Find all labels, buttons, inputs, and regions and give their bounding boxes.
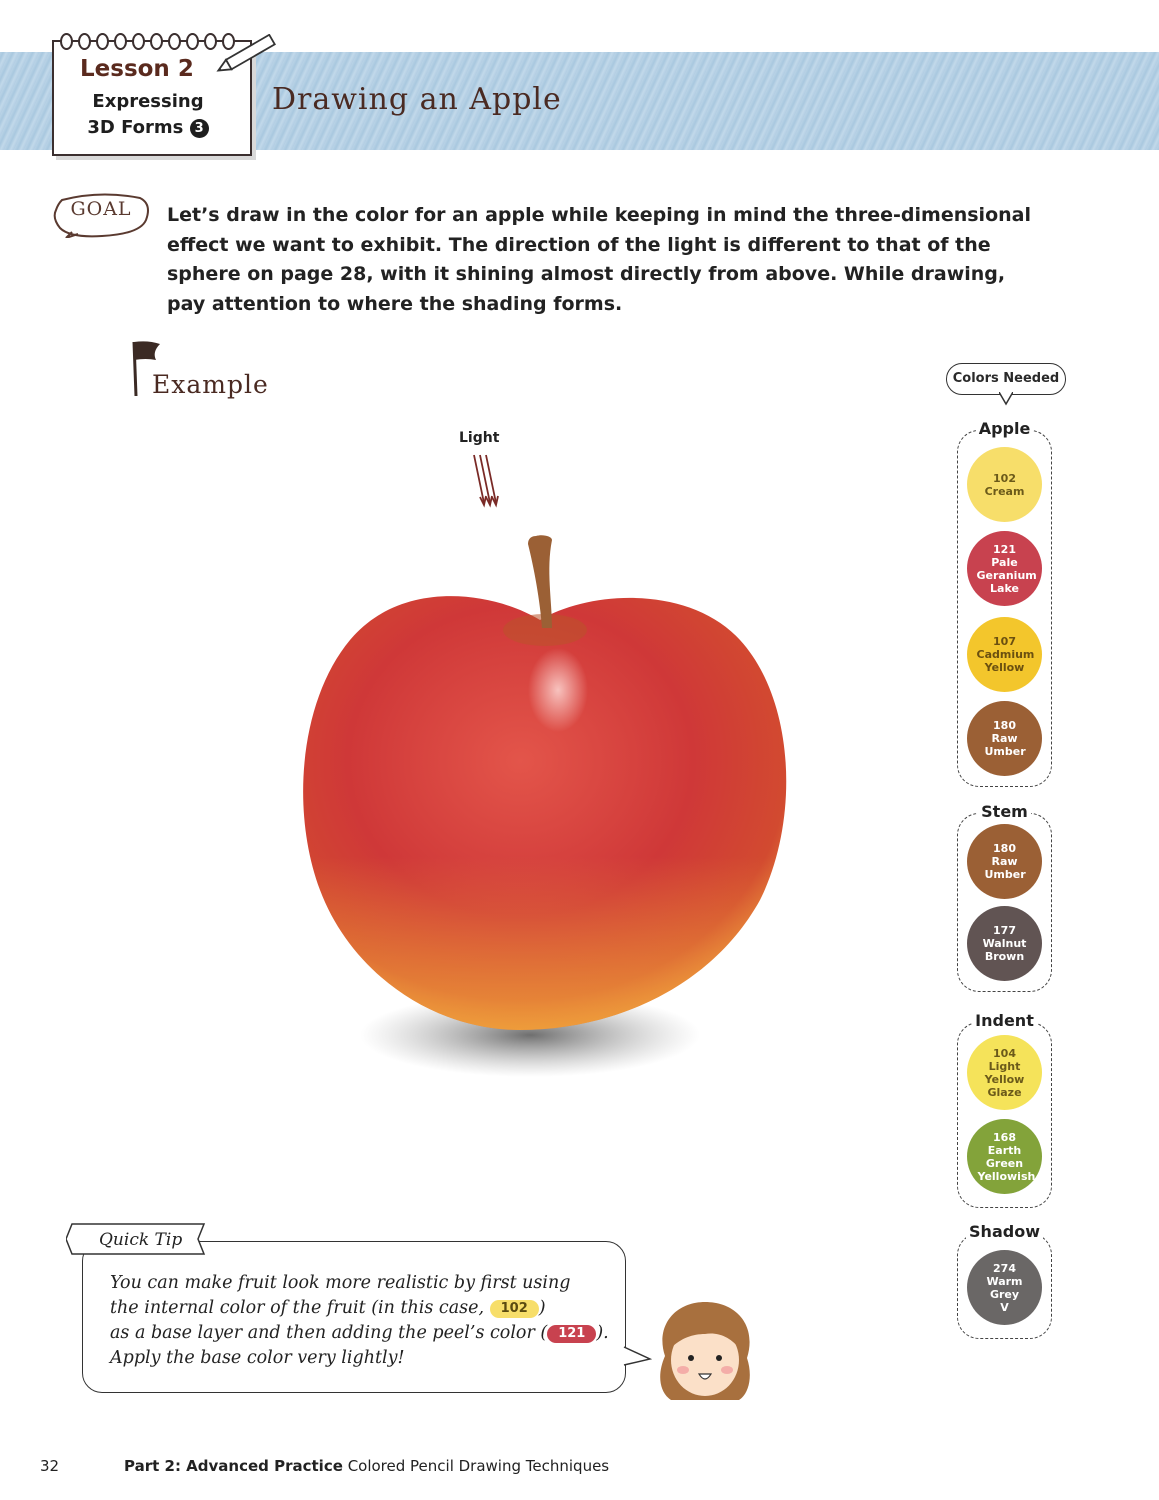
pencil-icon xyxy=(208,34,288,74)
group-label-stem: Stem xyxy=(978,802,1031,821)
swatch-107-cadmium-yellow: 107 Cadmium Yellow xyxy=(967,617,1042,692)
goal-text: Let’s draw in the color for an apple while keeping in mind the three-dimensional effect we want to exhibit. The direction of the light is different to that of the sphere on page 28, with it shining almost directly from above. While drawing, pay attention to where the shading forms. xyxy=(167,204,1031,315)
group-label-indent: Indent xyxy=(972,1011,1037,1030)
colors-needed-pointer xyxy=(999,392,1013,406)
girl-character-illustration xyxy=(645,1296,765,1406)
swatch-177-walnut-brown: 177 Walnut Brown xyxy=(967,906,1042,981)
swatch-168-earth-green-yellowish: 168 Earth Green Yellowish xyxy=(967,1119,1042,1194)
color-group-shadow xyxy=(957,1222,1052,1339)
lesson-subtitle xyxy=(78,89,218,141)
group-label-apple: Apple xyxy=(976,419,1034,438)
page-number: 32 xyxy=(40,1457,60,1475)
color-group-indent xyxy=(957,1011,1052,1208)
color-group-stem xyxy=(957,802,1052,992)
example-label: Example xyxy=(152,370,269,399)
light-label: Light xyxy=(459,430,500,446)
swatch-274-warm-grey-v: 274 Warm Grey V xyxy=(967,1250,1042,1325)
page-title: Drawing an Apple xyxy=(272,82,562,117)
swatch-180-raw-umber-stem: 180 Raw Umber xyxy=(967,824,1042,899)
lesson-subtitle-line1: Expressing xyxy=(92,91,204,112)
apple-illustration xyxy=(290,530,810,1090)
colors-needed-label: Colors Needed xyxy=(946,363,1066,395)
lesson-subtitle-line2: 3D Forms xyxy=(87,117,184,138)
group-label-shadow: Shadow xyxy=(966,1222,1043,1241)
quick-tip-label: Quick Tip xyxy=(99,1230,183,1250)
swatch-102-cream: 102 Cream xyxy=(967,447,1042,522)
footer-section: Part 2: Advanced Practice Colored Pencil Drawing Techniques xyxy=(124,1457,610,1475)
color-chip-121: 121 xyxy=(547,1325,596,1343)
goal-badge-label: GOAL xyxy=(70,198,132,220)
color-group-apple xyxy=(957,419,1052,787)
lesson-number: Lesson 2 xyxy=(80,56,194,82)
light-arrows-icon xyxy=(470,453,506,511)
lesson-step-number: 3 xyxy=(190,119,209,138)
swatch-180-raw-umber: 180 Raw Umber xyxy=(967,701,1042,776)
swatch-104-light-yellow-glaze: 104 Light Yellow Glaze xyxy=(967,1035,1042,1110)
swatch-121-pale-geranium-lake: 121 Pale Geranium Lake xyxy=(967,531,1042,606)
quick-tip-text: You can make fruit look more realistic by first using the internal color of the fruit (in this case, 102 ) as a base layer and then adding the peel’s color ( 121 ). Apply the base color very lightly! xyxy=(110,1273,609,1368)
color-chip-102: 102 xyxy=(490,1300,539,1318)
